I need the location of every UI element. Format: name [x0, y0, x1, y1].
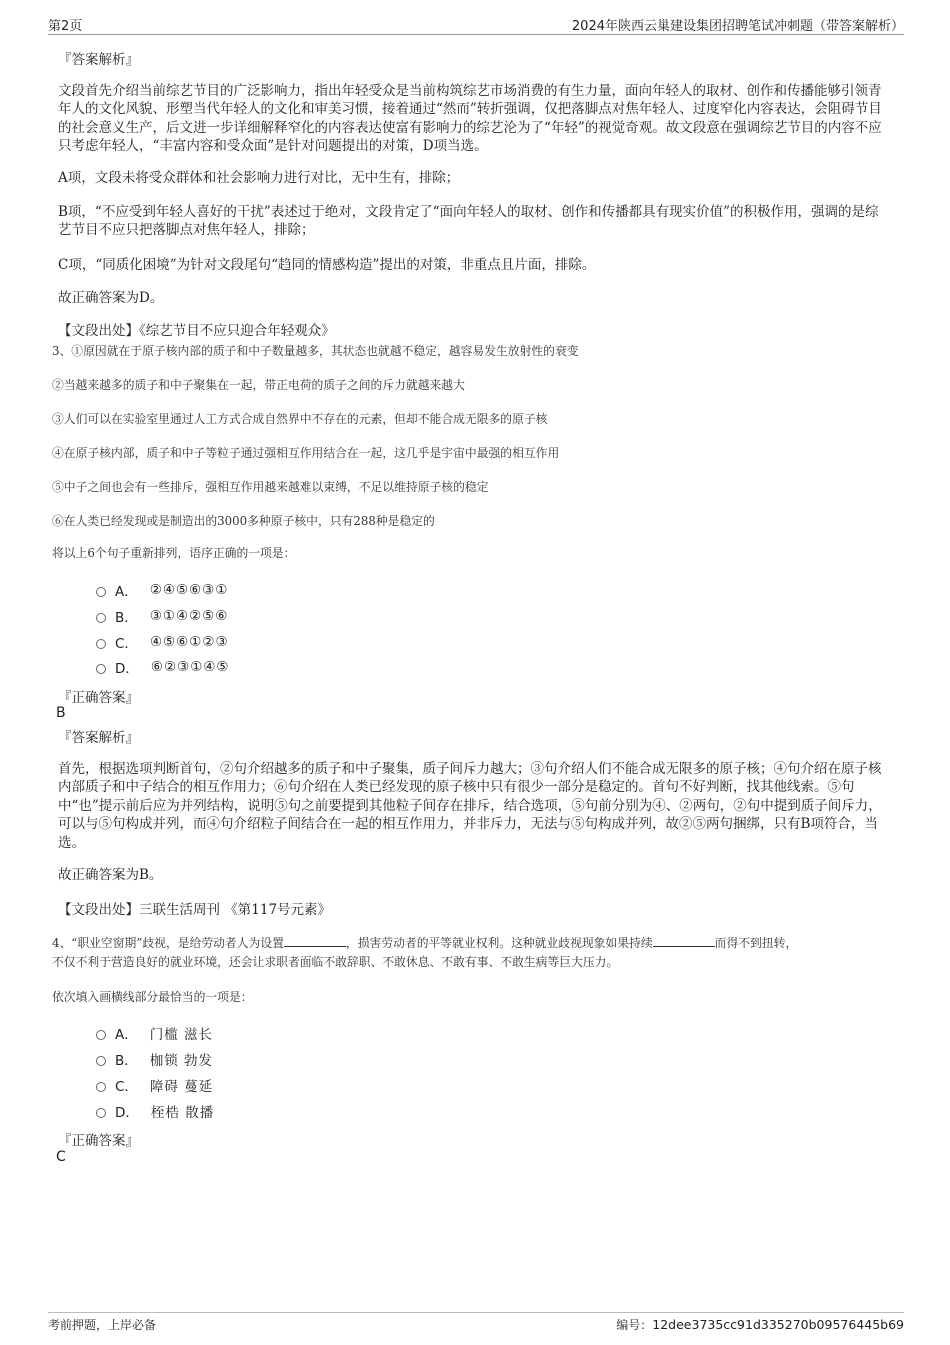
q3-option-a[interactable]: A． ②④⑤⑥③① — [96, 580, 228, 600]
q4-answer-label: 『正确答案』 — [58, 1133, 139, 1149]
q3-sentence-5: ⑤中子之间也会有一些排斥，强相互作用越来越难以束缚，不足以维持原子核的稳定 — [52, 480, 489, 494]
q3-analysis-paragraph: 首先，根据选项判断首句，②句介绍越多的质子和中子聚集，质子间斥力越大；③句介绍人们不能合成无限多的原子核；④句介绍在原子核内部质子和中子结合的相互作用力；⑥句介绍在人类已经发现的原子核中只有很少一部分是稳定的。首句不好判断，找其他线索。⑤句中“也”提示前后应为并列结构，说明⑤句之前要提到其他粒子间存在排斥，结合选项，⑤句前分别为④、②两句，②句中提到质子间斥力，可以与⑤句构成并列，而④句介绍粒子间结合在一起的相互作用力，并非斥力，无法与⑤句构成并列，故②⑤两句捆绑，只有B项符合，当选。 — [58, 761, 882, 851]
radio-icon[interactable] — [96, 639, 106, 649]
document-code: 编号：12dee3735cc91d335270b09576445b69 — [616, 1317, 904, 1332]
q3-prompt: 将以上6个句子重新排列，语序正确的一项是： — [52, 546, 296, 560]
q4-option-c[interactable]: C． 障碍 蔓延 — [96, 1075, 213, 1095]
q4-prompt: 依次填入画横线部分最恰当的一项是： — [52, 990, 253, 1004]
q3-sentence-2: ②当越来越多的质子和中子聚集在一起，带正电荷的质子之间的斥力就越来越大 — [52, 378, 465, 392]
q4-answer: C — [56, 1149, 66, 1165]
q3-answer: B — [56, 705, 66, 721]
q2-analysis-paragraph-4: C项，“同质化困境”为针对文段尾句“趋同的情感构造”提出的对策，非重点且片面，排除。 — [58, 257, 596, 273]
document-title: 2024年陕西云巢建设集团招聘笔试冲刺题（带答案解析） — [571, 19, 904, 34]
radio-icon[interactable] — [96, 1056, 106, 1066]
blank-1 — [284, 934, 346, 947]
q3-sentence-3: ③人们可以在实验室里通过人工方式合成自然界中不存在的元素，但却不能合成无限多的原子核 — [52, 412, 548, 426]
q2-answer-statement: 故正确答案为D。 — [58, 290, 164, 306]
radio-icon[interactable] — [96, 1030, 106, 1040]
q3-sentence-4: ④在原子核内部，质子和中子等粒子通过强相互作用结合在一起，这几乎是宇宙中最强的相互作用 — [52, 446, 560, 460]
q3-option-c[interactable]: C． ④⑤⑥①②③ — [96, 632, 229, 652]
page-header — [48, 14, 904, 35]
radio-icon[interactable] — [96, 1108, 106, 1118]
q2-analysis-paragraph-3: B项，“不应受到年轻人喜好的干扰”表述过于绝对，文段肯定了“面向年轻人的取材、创作和传播都具有现实价值”的积极作用，强调的是综艺节目不应只把落脚点对焦年轻人，排除； — [58, 204, 879, 239]
page-footer — [48, 1312, 904, 1335]
q3-analysis-label: 『答案解析』 — [58, 730, 139, 746]
q4-option-a[interactable]: A． 门槛 滋长 — [96, 1023, 213, 1043]
q3-sentence-6: ⑥在人类已经发现或是制造出的3000多种原子核中，只有288种是稳定的 — [52, 514, 435, 528]
q3-option-d[interactable]: D． ⑥②③①④⑤ — [96, 657, 230, 677]
q2-analysis-paragraph-1: 文段首先介绍当前综艺节目的广泛影响力，指出年轻受众是当前构筑综艺市场消费的有生力量，面向年轻人的取材、创作和传播能够引领青年人的文化风貌、形塑当代年轻人的文化和审美习惯，接着通过“然而”转折强调，仅把落脚点对焦年轻人、过度窄化内容表达，会阻碍节目的社会意义生产，后文进一步详细解释窄化的内容表达使富有影响力的综艺沦为了“年轻”的视觉奇观。故文段意在强调综艺节目的内容不应只考虑年轻人，“丰富内容和受众面”是针对问题提出的对策，D项当选。 — [58, 83, 882, 155]
radio-icon[interactable] — [96, 613, 106, 623]
q4-option-b[interactable]: B． 枷锁 勃发 — [96, 1049, 213, 1069]
q4-option-d[interactable]: D． 桎梏 散播 — [96, 1101, 214, 1121]
q3-answer-statement: 故正确答案为B。 — [58, 867, 163, 883]
q3-option-b[interactable]: B． ③①④②⑤⑥ — [96, 606, 228, 626]
q3-answer-label: 『正确答案』 — [58, 690, 139, 706]
q3-source: 【文段出处】三联生活周刊 《第117号元素》 — [58, 902, 332, 918]
q3-sentence-1: 3、①原因就在于原子核内部的质子和中子数量越多，其状态也就越不稳定，越容易发生放射性的衰变 — [52, 344, 579, 358]
q2-analysis-paragraph-2: A项，文段未将受众群体和社会影响力进行对比，无中生有，排除； — [58, 170, 460, 186]
footer-slogan: 考前押题，上岸必备 — [48, 1318, 157, 1332]
q2-source: 【文段出处】《综艺节目不应只迎合年轻观众》 — [58, 323, 335, 339]
q4-stem: 4、“职业空窗期”歧视，是给劳动者人为设置 ，损害劳动者的平等就业权利。这种就业歧视现象如果持续 而得不到扭转， 不仅不利于营造良好的就业环境，还会让求职者面临不敢辞职、不敢休息、不敢有事、不敢生病等巨大压力。 — [52, 936, 798, 969]
blank-2 — [653, 934, 715, 947]
radio-icon[interactable] — [96, 1082, 106, 1092]
radio-icon[interactable] — [96, 664, 106, 674]
q2-analysis-label: 『答案解析』 — [58, 52, 139, 68]
radio-icon[interactable] — [96, 587, 106, 597]
page-number: 第2页 — [48, 19, 83, 34]
